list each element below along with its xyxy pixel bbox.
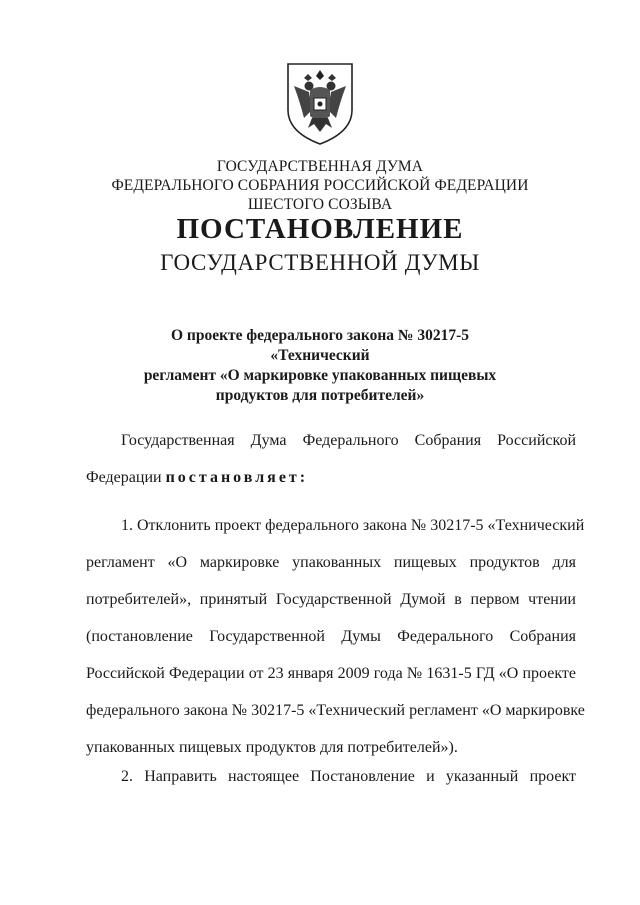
item1-line-6: федерального закона № 30217-5 «Технический регламент «О маркировке xyxy=(86,702,585,719)
document-issuer: ГОСУДАРСТВЕННОЙ ДУМЫ xyxy=(160,250,480,275)
header-line-3: ШЕСТОГО СОЗЫВА xyxy=(247,196,393,213)
institution-header xyxy=(0,157,640,214)
preamble xyxy=(86,431,576,488)
item1-line-5: Российской Федерации от 23 января 2009 года № 1631-5 ГД «О проекте xyxy=(86,665,576,682)
document-type: ПОСТАНОВЛЕНИЕ xyxy=(176,213,464,245)
subject-title xyxy=(120,326,520,406)
item1-line-1: 1. Отклонить проект федерального закона № 30217-5 «Технический xyxy=(121,517,585,534)
item2-line-1: 2. Направить настоящее Постановление и указанный проект xyxy=(121,768,576,785)
state-emblem-icon xyxy=(282,62,358,146)
subject-line-1: О проекте федерального закона № 30217-5 «Технический xyxy=(170,327,469,364)
subject-line-2: регламент «О маркировке упакованных пищевых xyxy=(143,367,497,384)
header-line-1: ГОСУДАРСТВЕННАЯ ДУМА xyxy=(216,158,424,175)
preamble-line-1: Государственная Дума Федерального Собрания Российской xyxy=(121,432,576,449)
subject-line-3: продуктов для потребителей» xyxy=(215,387,425,404)
header-line-2: ФЕДЕРАЛЬНОГО СОБРАНИЯ РОССИЙСКОЙ ФЕДЕРАЦИИ xyxy=(111,177,529,194)
item1-line-3: потребителей», принятый Государственной Думой в первом чтении xyxy=(86,591,576,608)
item-1 xyxy=(86,516,585,758)
item-2 xyxy=(86,767,576,787)
preamble-federation: Федерации xyxy=(86,469,166,486)
item1-line-4: (постановление Государственной Думы Федерального Собрания xyxy=(86,628,576,645)
item1-line-2: регламент «О маркировке упакованных пищевых продуктов для xyxy=(86,554,576,571)
resolves-keyword: постановляет: xyxy=(165,469,309,486)
item1-line-7: упакованных пищевых продуктов для потребителей»). xyxy=(86,739,458,756)
preamble-line-2 xyxy=(86,468,576,488)
